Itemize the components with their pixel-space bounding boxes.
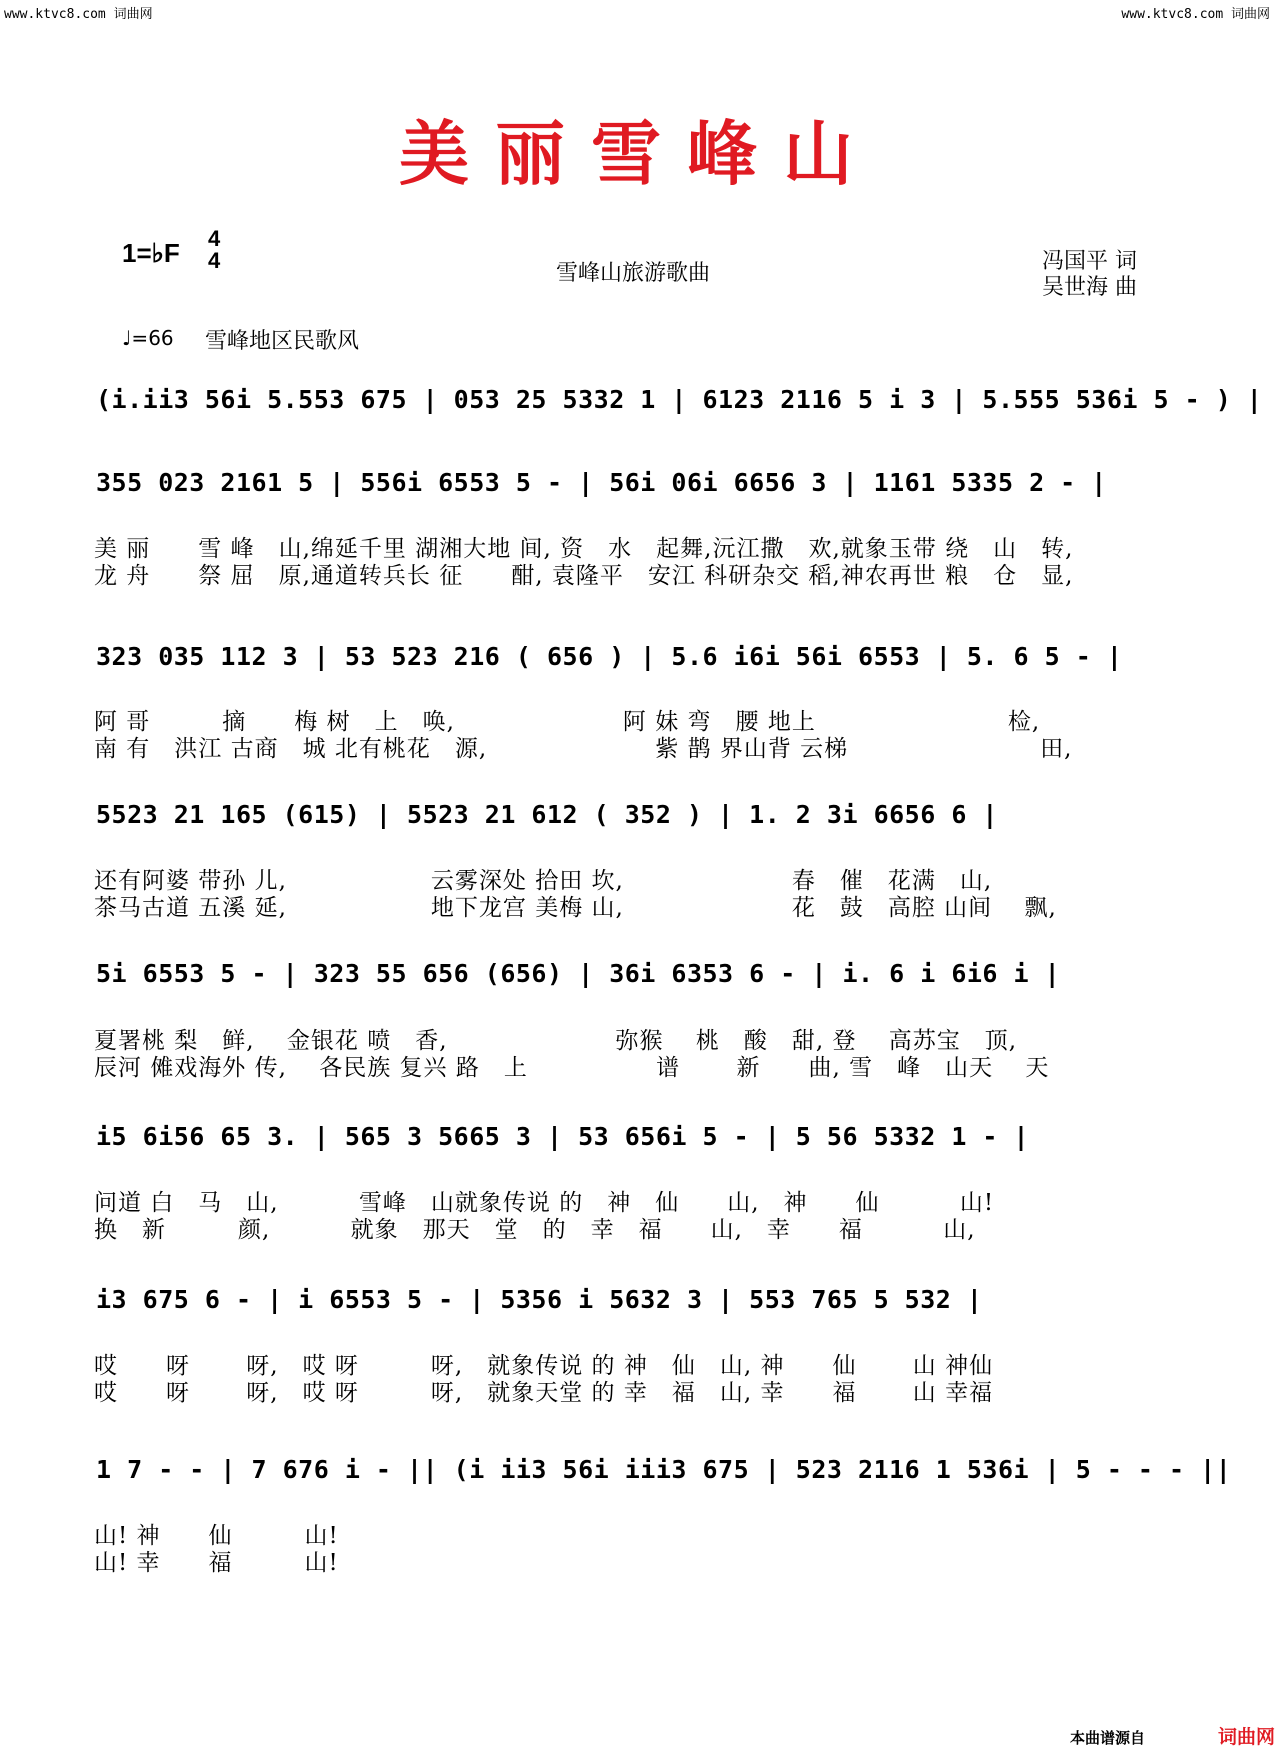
lyric-line-3-verse-1: 阿 哥 摘 梅 树 上 唤, 阿 妹 弯 腰 地上 检, (94, 709, 1041, 735)
notation-line-2: 355 023 2161 5 | 556i 6553 5 - | 56i 06i 6656 3 | 1161 5335 2 - | (96, 468, 1107, 497)
notation-line-7: i3 675 6 - | i 6553 5 - | 5356 i 5632 3 | 553 765 5 532 | (96, 1285, 983, 1314)
lyricist: 冯国平 词 (1042, 249, 1137, 274)
notation-line-4: 5523 21 165 (615) | 5523 21 612 ( 352 ) | 1. 2 3i 6656 6 | (96, 800, 998, 829)
lyric-line-8-verse-2: 山! 幸 福 山! (94, 1550, 339, 1576)
key-signature: 1=♭F (122, 238, 180, 268)
lyric-line-6-verse-2: 换 新 颜, 就象 那天 堂 的 幸 福 山, 幸 福 山, (94, 1217, 976, 1243)
lyric-line-4-verse-1: 还有阿婆 带孙 儿, 云雾深处 拾田 坎, 春 催 花满 山, (94, 868, 993, 894)
style-marking: 雪峰地区民歌风 (205, 329, 360, 354)
notation-line-5: 5i 6553 5 - | 323 55 656 (656) | 36i 6353 6 - | i. 6 i 6i6 i | (96, 959, 1061, 988)
time-signature-top: 4 (208, 226, 221, 251)
notation-line-1: (i.ii3 56i 5.553 675 | 053 25 5332 1 | 6123 2116 5 i 3 | 5.555 536i 5 - ) | (96, 385, 1263, 414)
tempo-marking: ♩=66 (122, 326, 174, 350)
lyric-line-8-verse-1: 山! 神 仙 山! (94, 1523, 339, 1549)
lyric-line-5-verse-2: 辰河 傩戏海外 传, 各民族 复兴 路 上 谱 新 曲, 雪 峰 山天 天 (94, 1055, 1050, 1081)
lyric-line-6-verse-1: 问道 白 马 山, 雪峰 山就象传说 的 神 仙 山, 神 仙 山! (94, 1190, 995, 1216)
lyric-line-4-verse-2: 茶马古道 五溪 延, 地下龙宫 美梅 山, 花 鼓 高腔 山间 飘, (94, 895, 1057, 921)
lyric-line-2-verse-2: 龙 舟 祭 屈 原,通道转兵长 征 酣, 袁隆平 安江 科研杂交 稻,神农再世 粮 仓 显, (94, 563, 1074, 589)
notation-line-3: 323 035 112 3 | 53 523 216 ( 656 ) | 5.6 i6i 56i 6553 | 5. 6 5 - | (96, 642, 1123, 671)
subtitle: 雪峰山旅游歌曲 (556, 261, 711, 286)
lyric-line-7-verse-1: 哎 呀 呀, 哎 呀 呀, 就象传说 的 神 仙 山, 神 仙 山 神仙 (94, 1353, 994, 1379)
footer-logo[interactable]: 词曲网 (1218, 1726, 1276, 1748)
time-signature (208, 228, 220, 272)
song-title: 美丽雪峰山 (399, 112, 879, 195)
lyric-line-3-verse-2: 南 有 洪江 古商 城 北有桃花 源, 紫 鹊 界山背 云梯 田, (94, 736, 1073, 762)
footer-source-label: 本曲谱源自 (1070, 1729, 1146, 1747)
notation-line-8: 1 7 - - | 7 676 i - || (i ii3 56i iii3 675 | 523 2116 1 536i | 5 - - - || (96, 1455, 1232, 1484)
notation-line-6: i5 6i56 65 3. | 565 3 5665 3 | 53 656i 5 - | 5 56 5332 1 - | (96, 1122, 1030, 1151)
composer: 吴世海 曲 (1042, 275, 1137, 300)
lyric-line-5-verse-1: 夏署桃 梨 鲜, 金银花 喷 香, 弥猴 桃 酸 甜, 登 高苏宝 顶, (94, 1028, 1018, 1054)
site-watermark-left: www.ktvc8.com 词曲网 (4, 7, 153, 22)
lyric-line-7-verse-2: 哎 呀 呀, 哎 呀 呀, 就象天堂 的 幸 福 山, 幸 福 山 幸福 (94, 1380, 994, 1406)
lyric-line-2-verse-1: 美 丽 雪 峰 山,绵延千里 湖湘大地 间, 资 水 起舞,沅江撒 欢,就象玉带 绕 山 转, (94, 536, 1074, 562)
time-signature-bottom: 4 (208, 248, 221, 273)
site-watermark-right: www.ktvc8.com 词曲网 (1121, 7, 1270, 22)
